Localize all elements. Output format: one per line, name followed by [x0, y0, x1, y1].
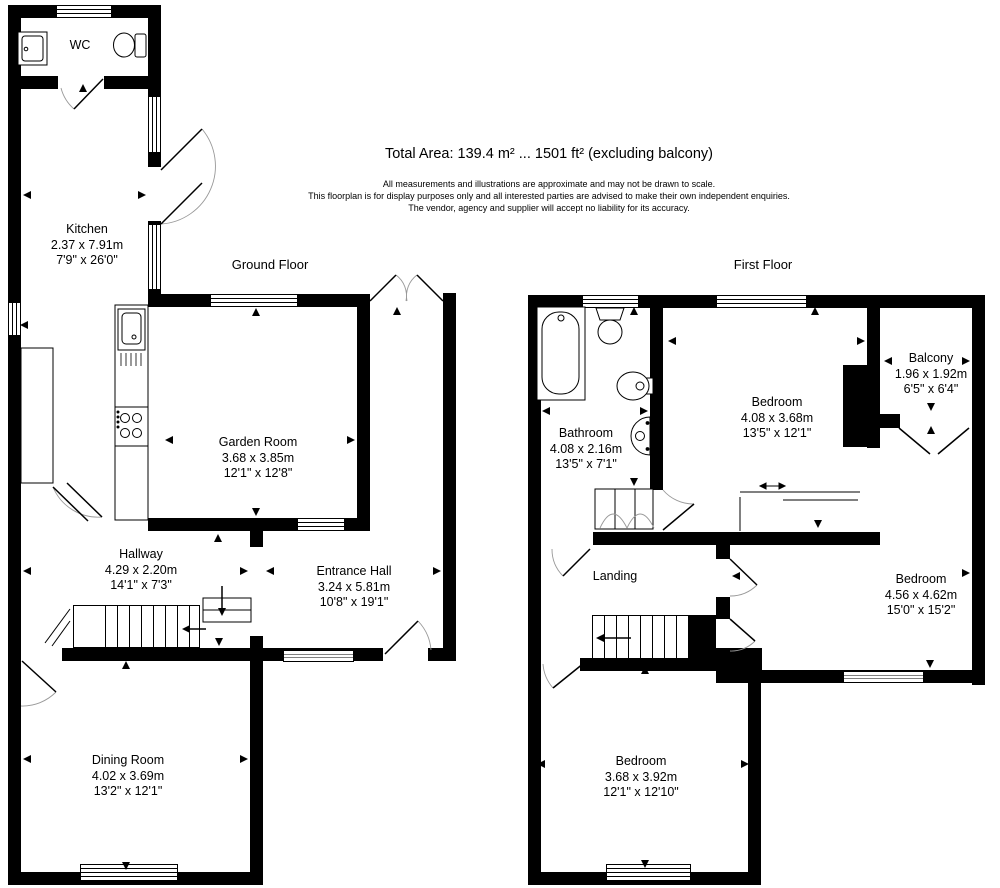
- room-dim-imperial: 6'5" x 6'4": [903, 382, 959, 396]
- room-name: Hallway: [119, 547, 163, 561]
- room-name: Bathroom: [558, 426, 614, 440]
- room-dim-imperial: 7'9" x 26'0": [56, 253, 118, 267]
- room-dim-imperial: 10'8" x 19'1": [319, 595, 389, 609]
- room-dim-metric: 1.96 x 1.92m: [894, 366, 968, 381]
- room-dim-imperial: 15'0" x 15'2": [886, 603, 956, 617]
- disclaimer-line-1: All measurements and illustrations are approximate and may not be drawn to scale.: [382, 179, 716, 189]
- first-floor-title: First Floor: [733, 257, 793, 272]
- room-dim-metric: 4.29 x 2.20m: [104, 562, 178, 577]
- room-name: Balcony: [908, 351, 954, 365]
- room-dim-imperial: 13'5" x 7'1": [555, 457, 617, 471]
- room-name: Bedroom: [895, 572, 947, 586]
- room-dim-metric: 4.56 x 4.62m: [884, 587, 958, 602]
- room-dim-imperial: 14'1" x 7'3": [110, 578, 172, 592]
- room-dim-metric: 2.37 x 7.91m: [50, 237, 124, 252]
- room-name: Landing: [592, 569, 638, 583]
- stairs-direction-arrows: [45, 586, 631, 646]
- room-dim-imperial: 13'5" x 12'1": [742, 426, 812, 440]
- room-dim-metric: 3.24 x 5.81m: [317, 579, 391, 594]
- room-name: WC: [69, 38, 91, 52]
- room-dim-metric: 4.08 x 3.68m: [740, 410, 814, 425]
- room-dim-imperial: 12'1" x 12'10": [603, 785, 679, 799]
- room-dim-metric: 4.02 x 3.69m: [91, 768, 165, 783]
- room-name: Garden Room: [218, 435, 298, 449]
- fixtures: [18, 32, 653, 622]
- dimension-arrows: [20, 84, 970, 870]
- room-name: Kitchen: [66, 222, 108, 236]
- ground-floor-title: Ground Floor: [231, 257, 309, 272]
- room-dim-imperial: 13'2" x 12'1": [93, 784, 163, 798]
- door-leaves: [22, 79, 969, 692]
- total-area-title: Total Area: 139.4 m² ... 1501 ft² (excluding balcony): [384, 146, 714, 162]
- room-dim-imperial: 12'1" x 12'8": [223, 466, 293, 480]
- wardrobe: [740, 483, 860, 531]
- room-name: Entrance Hall: [316, 564, 392, 578]
- room-name: Bedroom: [751, 395, 803, 409]
- disclaimer-line-2: This floorplan is for display purposes only and all interested parties are advised to make their own independent enquiries.: [308, 191, 790, 201]
- room-dim-metric: 4.08 x 2.16m: [549, 441, 623, 456]
- room-name: Bedroom: [615, 754, 667, 768]
- disclaimer-line-3: The vendor, agency and supplier will accept no liability for its accuracy.: [408, 203, 690, 213]
- room-dim-metric: 3.68 x 3.92m: [604, 769, 678, 784]
- room-name: Dining Room: [91, 753, 165, 767]
- room-dim-metric: 3.68 x 3.85m: [221, 450, 295, 465]
